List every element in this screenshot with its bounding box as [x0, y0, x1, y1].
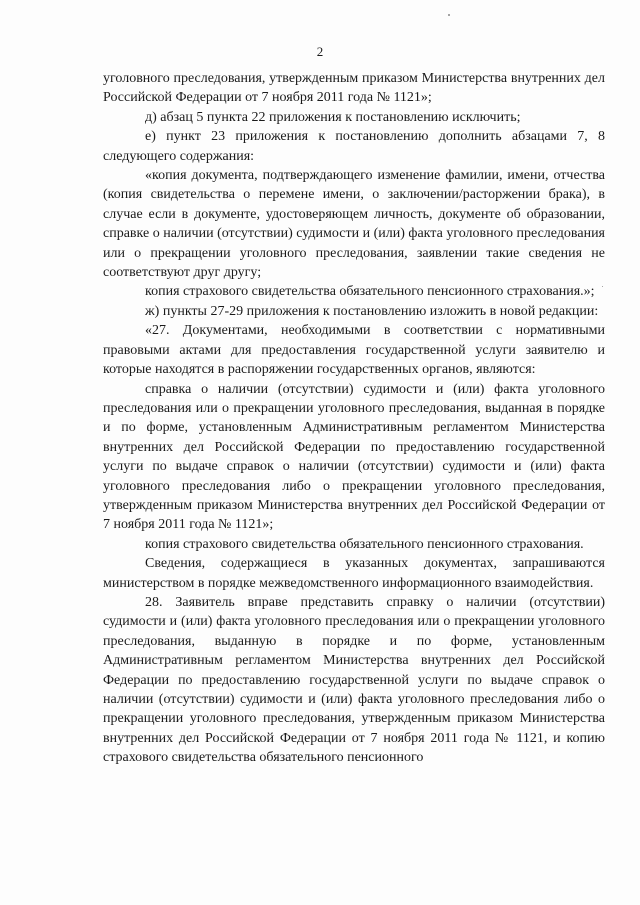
paragraph-2: д) абзац 5 пункта 22 приложения к постановлению исключить;: [145, 109, 521, 125]
page-number: 2: [316, 44, 324, 59]
paragraph-6: ж) пункты 27-29 приложения к постановлению изложить в новой редакции:: [145, 303, 599, 319]
document-body: [103, 69, 605, 768]
paragraph-9: копия страхового свидетельства обязательного пенсионного страхования.: [145, 536, 584, 552]
paragraph-7: «27. Документами, необходимыми в соответствии с нормативными правовыми актами для предоставления государственной услуги заявителю и которые находятся в распоряжении государственных органов, являются:: [103, 323, 605, 378]
paragraph-3: е) пункт 23 приложения к постановлению дополнить абзацами 7, 8 следующего содержания:: [103, 129, 605, 164]
paragraph-10: Сведения, содержащиеся в указанных документах, запрашиваются министерством в порядке межведомственного информационного взаимодействия.: [103, 556, 605, 591]
scan-speck: [448, 14, 450, 16]
paragraph-8: справка о наличии (отсутствии) судимости и (или) факта уголовного преследования или о прекращении уголовного преследования, выданная в порядке и по форме, установленным Административным регламентом Министерства внутренних дел Российской Федерации по предоставлению государственной услуги по выдаче справок о наличии (отсутствии) судимости и (или) факта уголовного преследования либо о прекращении уголовного преследования, утвержденным приказом Министерства внутренних дел Российской Федерации от 7 ноября 2011 года № 1121»;: [103, 381, 605, 533]
paragraph-1: уголовного преследования, утвержденным приказом Министерства внутренних дел Российской Федерации от 7 ноября 2011 года № 1121»;: [103, 71, 605, 106]
paragraph-4: «копия документа, подтверждающего изменение фамилии, имени, отчества (копия свидетельства о перемене имени, о заключении/расторжении брака), в случае если в документе, удостоверяющем личность, документе об образовании, справке о наличии (отсутствии) судимости и (или) факта уголовного преследования или о прекращении уголовного преследования, заявлении такие сведения не соответствуют друг другу;: [103, 168, 605, 281]
paragraph-11: 28. Заявитель вправе представить справку о наличии (отсутствии) судимости и (или) факта уголовного преследования или о прекращении уголовного преследования, выданную в порядке и по форме, установленным Административным регламентом Министерства внутренних дел Российской Федерации по предоставлению государственной услуги по выдаче справок о наличии (отсутствии) судимости и (или) факта уголовного преследования либо о прекращении уголовного преследования, утвержденным приказом Министерства внутренних дел Российской Федерации от 7 ноября 2011 года № 1121, и копию страхового свидетельства обязательного пенсионного: [103, 594, 605, 766]
paragraph-5: копия страхового свидетельства обязательного пенсионного страхования.»;: [145, 284, 595, 300]
